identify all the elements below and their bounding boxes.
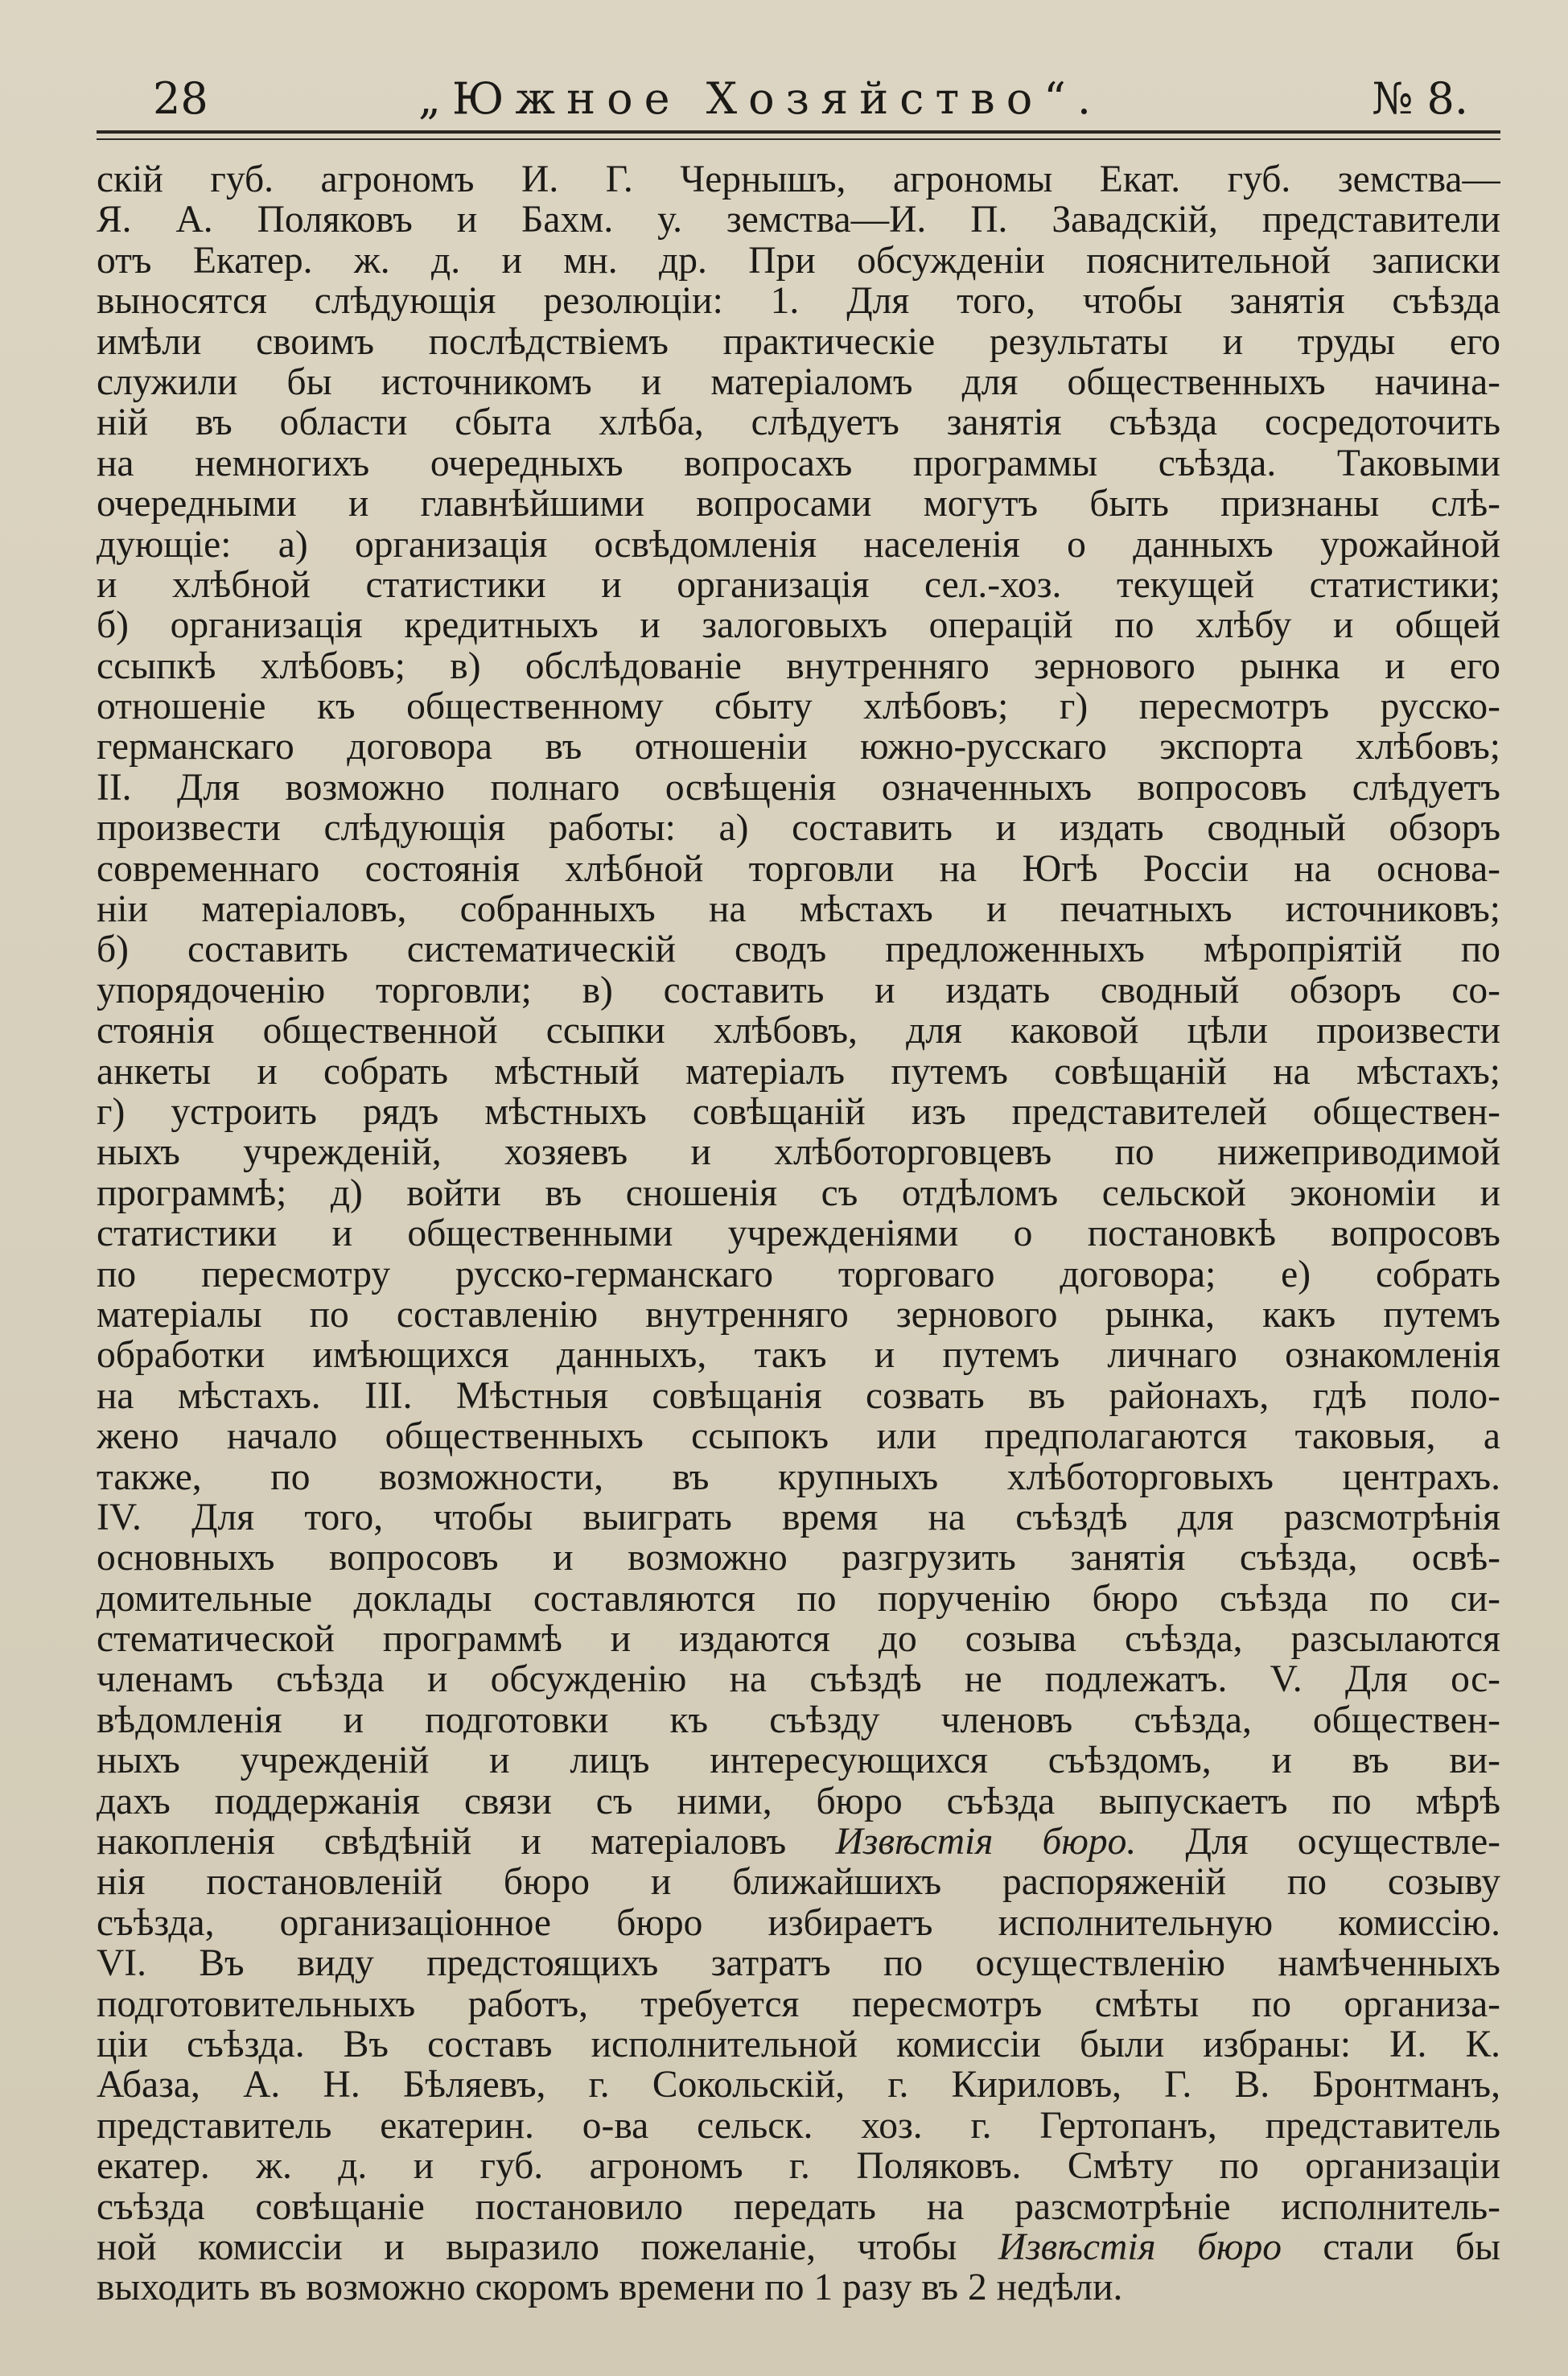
text-line: Абаза, А. Н. Бѣляевъ, г. Сокольскій, г. Кириловъ, Г. В. Бронтманъ,	[97, 2065, 1500, 2106]
text-line: выносятся слѣдующія резолюціи: 1. Для того, чтобы занятія съѣзда	[97, 281, 1500, 322]
text-line: Я. А. Поляковъ и Бахм. у. земства—И. П. Завадскій, представители	[97, 200, 1500, 241]
header-rule-thin	[97, 138, 1500, 140]
text-line: II. Для возможно полнаго освѣщенія означенныхъ вопросовъ слѣдуетъ	[97, 767, 1500, 809]
journal-title: „Южное Хозяйство“.	[418, 73, 1102, 124]
text-line: домительные доклады составляются по порученію бюро съѣзда по си-	[97, 1578, 1500, 1620]
text-line: отношеніе къ общественному сбыту хлѣбовъ; г) пересмотръ русско-	[97, 686, 1500, 727]
text-line: ніи матеріаловъ, собранныхъ на мѣстахъ и печатныхъ источниковъ;	[97, 889, 1500, 930]
text-line: программѣ; д) войти въ сношенія съ отдѣломъ сельской экономіи и	[97, 1172, 1500, 1214]
text-line: г) устроить рядъ мѣстныхъ совѣщаній изъ представителей обществен-	[97, 1091, 1500, 1133]
text-line: очередными и главнѣйшими вопросами могутъ быть признаны слѣ-	[97, 484, 1500, 525]
text-line: скій губ. агрономъ И. Г. Чернышъ, агрономы Екат. губ. земства—	[97, 159, 1500, 200]
text-line: ныхъ учрежденій и лицъ интересующихся съѣздомъ, и въ ви-	[97, 1740, 1500, 1781]
text-line: вѣдомленія и подготовки къ съѣзду членовъ съѣзда, обществен-	[97, 1699, 1500, 1741]
text-line: стоянія общественной ссыпки хлѣбовъ, для каковой цѣли произвести	[97, 1011, 1500, 1052]
text-line: ціи съѣзда. Въ составъ исполнительной комиссіи были избраны: И. К.	[97, 2024, 1500, 2065]
text-line: служили бы источникомъ и матеріаломъ для общественныхъ начина-	[97, 361, 1500, 403]
text-line: современнаго состоянія хлѣбной торговли на Югѣ Россіи на основа-	[97, 848, 1500, 890]
text-line: имѣли своимъ послѣдствіемъ практическіе результаты и труды его	[97, 321, 1500, 362]
text-line: жено начало общественныхъ ссыпокъ или предполагаются таковыя, а	[97, 1416, 1500, 1457]
text-line: дахъ поддержанія связи съ ними, бюро съѣзда выпускаетъ по мѣрѣ	[97, 1781, 1500, 1822]
text-line: съѣзда совѣщаніе постановило передать на разсмотрѣніе исполнитель-	[97, 2186, 1500, 2227]
text-line: выходить въ возможно скоромъ времени по 1 разу въ 2 недѣли.	[97, 2267, 1123, 2308]
text-line: анкеты и собрать мѣстный матеріалъ путемъ совѣщаній на мѣстахъ;	[97, 1051, 1500, 1092]
text-line: стематической программѣ и издаются до созыва съѣзда, разсылаются	[97, 1619, 1500, 1660]
text-line: по пересмотру русско-германскаго торговаго договора; е) собрать	[97, 1254, 1500, 1295]
text-line: ссыпкѣ хлѣбовъ; в) обслѣдованіе внутренняго зернового рынка и его	[97, 645, 1500, 687]
text-line: б) составить систематическій сводъ предложенныхъ мѣропріятій по	[97, 929, 1500, 970]
text-line	[97, 1822, 1500, 1862]
text-line	[97, 2227, 1500, 2267]
text-line: на мѣстахъ. III. Мѣстныя совѣщанія созвать въ районахъ, гдѣ поло-	[97, 1375, 1500, 1417]
text-line: обработки имѣющихся данныхъ, такъ и путемъ личнаго ознакомленія	[97, 1335, 1500, 1376]
header-rule-thick	[97, 130, 1500, 134]
text-line: VI. Въ виду предстоящихъ затратъ по осуществленію намѣченныхъ	[97, 1943, 1500, 1984]
text-segment: ной комиссіи и выразило пожеланіе, чтобы	[97, 2226, 998, 2268]
body-text	[97, 159, 1500, 2308]
text-line: германскаго договора въ отношеніи южно-русскаго экспорта хлѣбовъ;	[97, 727, 1500, 768]
text-segment: накопленія свѣдѣній и матеріаловъ	[97, 1822, 836, 1863]
text-line: упорядоченію торговли; в) составить и издать сводный обзоръ со-	[97, 970, 1500, 1011]
text-line: отъ Екатер. ж. д. и мн. др. При обсужденіи пояснительной записки	[97, 240, 1500, 282]
text-line: матеріалы по составленію внутренняго зернового рынка, какъ путемъ	[97, 1294, 1500, 1336]
text-line: на немногихъ очередныхъ вопросахъ программы съѣзда. Таковыми	[97, 443, 1500, 484]
text-line: подготовительныхъ работъ, требуется пересмотръ смѣты по организа-	[97, 1983, 1500, 2024]
italic-title: Извѣстія бюро.	[835, 1822, 1137, 1863]
text-line: также, по возможности, въ крупныхъ хлѣботорговыхъ центрахъ.	[97, 1456, 1500, 1497]
issue-number: № 8.	[1372, 73, 1468, 124]
page-header	[97, 71, 1500, 127]
page-number: 28	[153, 73, 208, 124]
text-line: ній въ области сбыта хлѣба, слѣдуетъ занятія съѣзда сосредоточить	[97, 402, 1500, 443]
text-line: дующіе: а) организація освѣдомленія населенія о данныхъ урожайной	[97, 524, 1500, 565]
text-line: членамъ съѣзда и обсужденію на съѣздѣ не подлежатъ. V. Для ос-	[97, 1659, 1500, 1700]
italic-title: Извѣстія бюро	[998, 2226, 1282, 2268]
text-line: IV. Для того, чтобы выиграть время на съѣздѣ для разсмотрѣнія	[97, 1497, 1500, 1538]
text-segment: Для осуществле-	[1136, 1822, 1500, 1863]
text-line: екатер. ж. д. и губ. агрономъ г. Поляковъ. Смѣту по организаціи	[97, 2146, 1500, 2187]
text-line: б) организація кредитныхъ и залоговыхъ операцій по хлѣбу и общей	[97, 605, 1500, 646]
text-segment: стали бы	[1281, 2226, 1500, 2268]
text-line: произвести слѣдующія работы: а) составить и издать сводный обзоръ	[97, 808, 1500, 849]
text-line: ныхъ учрежденій, хозяевъ и хлѣботорговцевъ по нижеприводимой	[97, 1132, 1500, 1173]
text-line: представитель екатерин. о-ва сельск. хоз. г. Гертопанъ, представитель	[97, 2105, 1500, 2147]
text-line: статистики и общественными учрежденіями о постановкѣ вопросовъ	[97, 1213, 1500, 1254]
text-line: основныхъ вопросовъ и возможно разгрузить занятія съѣзда, освѣ-	[97, 1538, 1500, 1579]
text-line: и хлѣбной статистики и организація сел.-хоз. текущей статистики;	[97, 564, 1500, 606]
text-line: нія постановленій бюро и ближайшихъ распоряженій по созыву	[97, 1862, 1500, 1903]
text-line: съѣзда, организаціонное бюро избираетъ исполнительную комиссію.	[97, 1902, 1500, 1944]
